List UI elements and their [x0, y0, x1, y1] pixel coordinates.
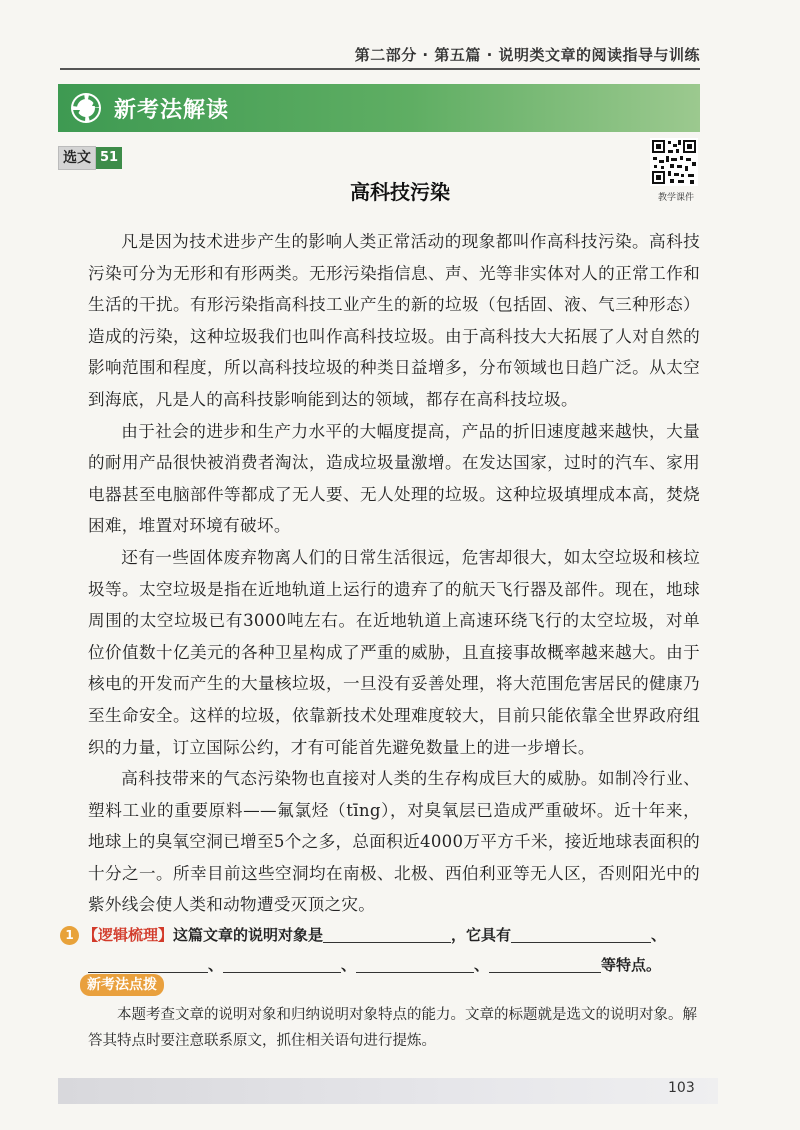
- article-paragraph: 由于社会的进步和生产力水平的大幅度提高，产品的折旧速度越来越快，大量的耐用产品很快被消费者淘汰，造成垃圾量激增。在发达国家，过时的汽车、家用电器甚至电脑部件等都成了无人要、无人处理的垃圾。这种垃圾填埋成本高，焚烧困难，堆置对环境有破坏。: [88, 421, 700, 536]
- selection-number: 51: [96, 147, 122, 169]
- header-divider: [60, 68, 700, 70]
- answer-blank-feature-4[interactable]: [356, 956, 474, 973]
- question-text: 这篇文章的说明对象是: [173, 926, 324, 944]
- separator: 、: [341, 956, 357, 974]
- running-header: 第二部分 · 第五篇 · 说明类文章的阅读指导与训练: [354, 46, 700, 64]
- page-number: 103: [668, 1080, 695, 1096]
- article-title: 高科技污染: [350, 180, 450, 204]
- answer-blank-feature-1[interactable]: [511, 926, 651, 943]
- banner-title: 新考法解读: [114, 98, 230, 123]
- tips-tag: 新考法点拨: [80, 974, 164, 996]
- question-tag: 【逻辑梳理】: [83, 926, 174, 944]
- section-banner: [58, 84, 700, 132]
- recycle-circle-icon: [70, 92, 102, 124]
- selection-label: 选文: [58, 146, 96, 170]
- question-number: 1: [60, 926, 79, 945]
- article-body: [88, 226, 700, 921]
- article-paragraph: 还有一些固体废弃物离人们的日常生活很远，危害却很大，如太空垃圾和核垃圾等。太空垃圾是指在近地轨道上运行的遗弃了的航天飞行器及部件。现在，地球周围的太空垃圾已有3000吨左右。在近地轨道上高速环绕飞行的太空垃圾，对单位价值数十亿美元的各种卫星构成了严重的威胁，且直接事故概率越来越大。由于核电的开发而产生的大量核垃圾，一旦没有妥善处理，将大范围危害居民的健康乃至生命安全。这样的垃圾，依靠新技术处理难度较大，目前只能依靠全世界政府组织的力量，订立国际公约，才有可能首先避免数量上的进一步增长。: [88, 547, 700, 757]
- qr-caption: 教学课件: [657, 193, 694, 203]
- footer-band: [58, 1078, 718, 1104]
- separator: 、: [651, 926, 667, 944]
- answer-blank-object[interactable]: [323, 926, 451, 943]
- separator: 、: [474, 956, 490, 974]
- tips-text: 本题考查文章的说明对象和归纳说明对象特点的能力。文章的标题就是选文的说明对象。解答其特点时要注意联系原文，抓住相关语句进行提炼。: [88, 1007, 697, 1049]
- answer-blank-feature-2[interactable]: [88, 956, 208, 973]
- question-text: ，它具有: [451, 926, 512, 944]
- article-paragraph: 凡是因为技术进步产生的影响人类正常活动的现象都叫作高科技污染。高科技污染可分为无形和有形两类。无形污染指信息、声、光等非实体对人的正常工作和生活的干扰。有形污染指高科技工业产生的新的垃圾（包括固、液、气三种形态）造成的污染，这种垃圾我们也叫作高科技垃圾。由于高科技大大拓展了人对自然的影响范围和程度，所以高科技垃圾的种类日益增多，分布领域也日趋广泛。从太空到海底，凡是人的高科技影响能到达的领域，都存在高科技垃圾。: [88, 232, 700, 409]
- article-paragraph: 高科技带来的气态污染物也直接对人类的生存构成巨大的威胁。如制冷行业、塑料工业的重要原料——氟氯烃（tīng），对臭氧层已造成严重破坏。近十年来，地球上的臭氧空洞已增至5个之多，总面积近4000万平方千米，接近地球表面积的十分之一。所幸目前这些空洞均在南极、北极、西伯利亚等无人区，否则阳光中的紫外线会使人类和动物遭受灭顶之灾。: [88, 769, 700, 915]
- question-end: 等特点。: [601, 956, 662, 974]
- question-1: [60, 920, 710, 980]
- separator: 、: [208, 956, 224, 974]
- answer-blank-feature-3[interactable]: [223, 956, 341, 973]
- selection-badge: [58, 146, 122, 170]
- answer-blank-feature-5[interactable]: [489, 956, 601, 973]
